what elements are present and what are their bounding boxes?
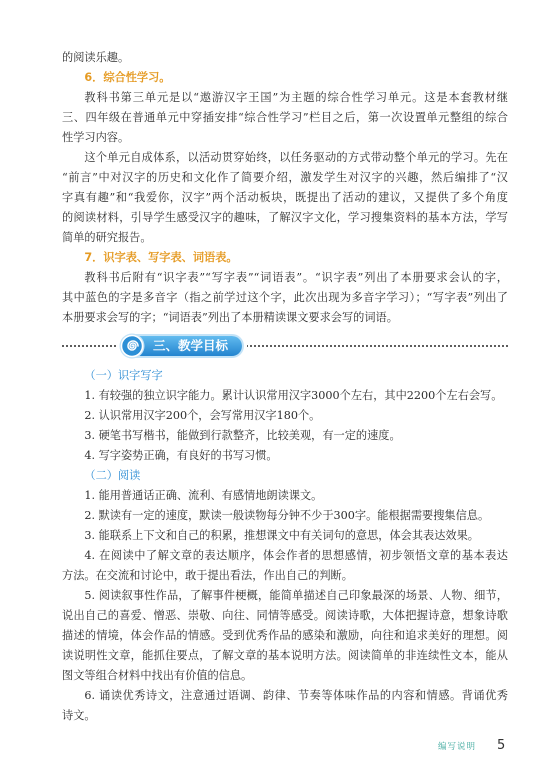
objective-line: 4. 写字姿势正确，有良好的书写习惯。 bbox=[84, 449, 278, 462]
page-number: 5 bbox=[497, 738, 506, 753]
paragraph-line: “前言”中对汉字的历史和文化作了简要介绍，激发学生对汉字的兴趣，然后编排了“汉 bbox=[62, 171, 508, 184]
paragraph-line: 教科书后附有“识字表”“写字表”“词语表”。“识字表”列出了本册要求会认的字， bbox=[84, 271, 508, 284]
objective-line: 6. 诵读优秀诗文，注意通过语调、韵律、节奏等体味作品的内容和情感。背诵优秀 bbox=[84, 689, 508, 702]
subsection-heading: （二）阅读 bbox=[84, 469, 141, 482]
objective-line: 说出自己的喜爱、憎恶、崇敬、向往、同情等感受。阅读诗歌，大体把握诗意，想象诗歌 bbox=[62, 609, 508, 622]
spiral-icon bbox=[119, 333, 145, 359]
subsection-heading: （一）识字写字 bbox=[84, 369, 163, 382]
objective-item bbox=[62, 586, 508, 686]
paragraph-line: 教科书第三单元是以“遨游汉字王国”为主题的综合性学习单元。这是本套教材继 bbox=[84, 91, 508, 104]
paragraph-line: 的阅读乐趣。 bbox=[62, 51, 130, 64]
text-block-upper bbox=[62, 48, 508, 328]
objective-item bbox=[62, 546, 508, 586]
objective-line: 1. 有较强的独立识字能力。累计认识常用汉字3000个左右，其中2200个左右会写。 bbox=[84, 389, 503, 402]
objective-line: 描述的情境，体会作品的情感。受到优秀作品的感染和激励，向往和追求美好的理想。阅 bbox=[62, 629, 508, 642]
running-footer-label: 编写说明 bbox=[438, 742, 477, 752]
paragraph bbox=[62, 148, 508, 248]
section-banner bbox=[62, 333, 508, 359]
paragraph bbox=[62, 268, 508, 328]
objective-line: 3. 能联系上下文和自己的积累，推想课文中有关词句的意思，体会其表达效果。 bbox=[84, 529, 479, 542]
objective-line: 1. 能用普通话正确、流利、有感情地朗读课文。 bbox=[84, 489, 323, 502]
objective-line: 2. 认识常用汉字200个，会写常用汉字180个。 bbox=[84, 409, 321, 422]
paragraph-line: 本册要求会写的字；“词语表”列出了本册精读课文要求会写的词语。 bbox=[62, 311, 398, 324]
objective-line: 图文等组合材料中找出有价值的信息。 bbox=[62, 669, 253, 682]
paragraph-line: 其中蓝色的字是多音字（指之前学过这个字，此次出现为多音字学习）；“写字表”列出了 bbox=[62, 291, 508, 304]
objective-line: 读说明性文章，能抓住要点，了解文章的基本说明方法。阅读简单的非连续性文本，能从 bbox=[62, 649, 508, 662]
paragraph-line: 这个单元自成体系，以活动贯穿始终，以任务驱动的方式带动整个单元的学习。先在 bbox=[84, 151, 508, 164]
section-title: 三、教学目标 bbox=[137, 336, 242, 356]
paragraph-line: 性学习内容。 bbox=[62, 131, 130, 144]
objective-item bbox=[62, 686, 508, 726]
paragraph-line: 的阅读材料，引导学生感受汉字的趣味，了解汉字文化，学习搜集资料的基本方法，学写 bbox=[62, 211, 508, 224]
section-heading: 6．综合性学习。 bbox=[84, 71, 171, 84]
objective-list bbox=[62, 486, 508, 726]
paragraph-line: 简单的研究报告。 bbox=[62, 231, 152, 244]
section-banner-tag bbox=[116, 333, 247, 359]
objective-line: 5. 阅读叙事性作品，了解事件梗概，能简单描述自己印象最深的场景、人物、细节， bbox=[84, 589, 508, 602]
objective-line: 2. 默读有一定的速度，默读一般读物每分钟不少于300字。能根据需要搜集信息。 bbox=[84, 509, 490, 522]
paragraph bbox=[62, 88, 508, 148]
objective-line: 4. 在阅读中了解文章的表达顺序，体会作者的思想感情，初步领悟文章的基本表达 bbox=[84, 549, 508, 562]
paragraph-line: 三、四年级在普通单元中穿插安排“综合性学习”栏目之后，第一次设置单元整组的综合 bbox=[62, 111, 508, 124]
objective-line: 3. 硬笔书写楷书，能做到行款整齐，比较美观，有一定的速度。 bbox=[84, 429, 401, 442]
section-heading: 7．识字表、写字表、词语表。 bbox=[84, 251, 238, 264]
objective-list bbox=[62, 386, 508, 466]
text-block-lower bbox=[62, 366, 508, 726]
objective-line: 方法。在交流和讨论中，敢于提出看法，作出自己的判断。 bbox=[62, 569, 353, 582]
paragraph-line: 字真有趣”和“我爱你，汉字”两个活动板块，既提出了活动的建议，又提供了多个角度 bbox=[62, 191, 508, 204]
objective-line: 诗文。 bbox=[62, 709, 96, 722]
page-footer bbox=[0, 736, 554, 756]
